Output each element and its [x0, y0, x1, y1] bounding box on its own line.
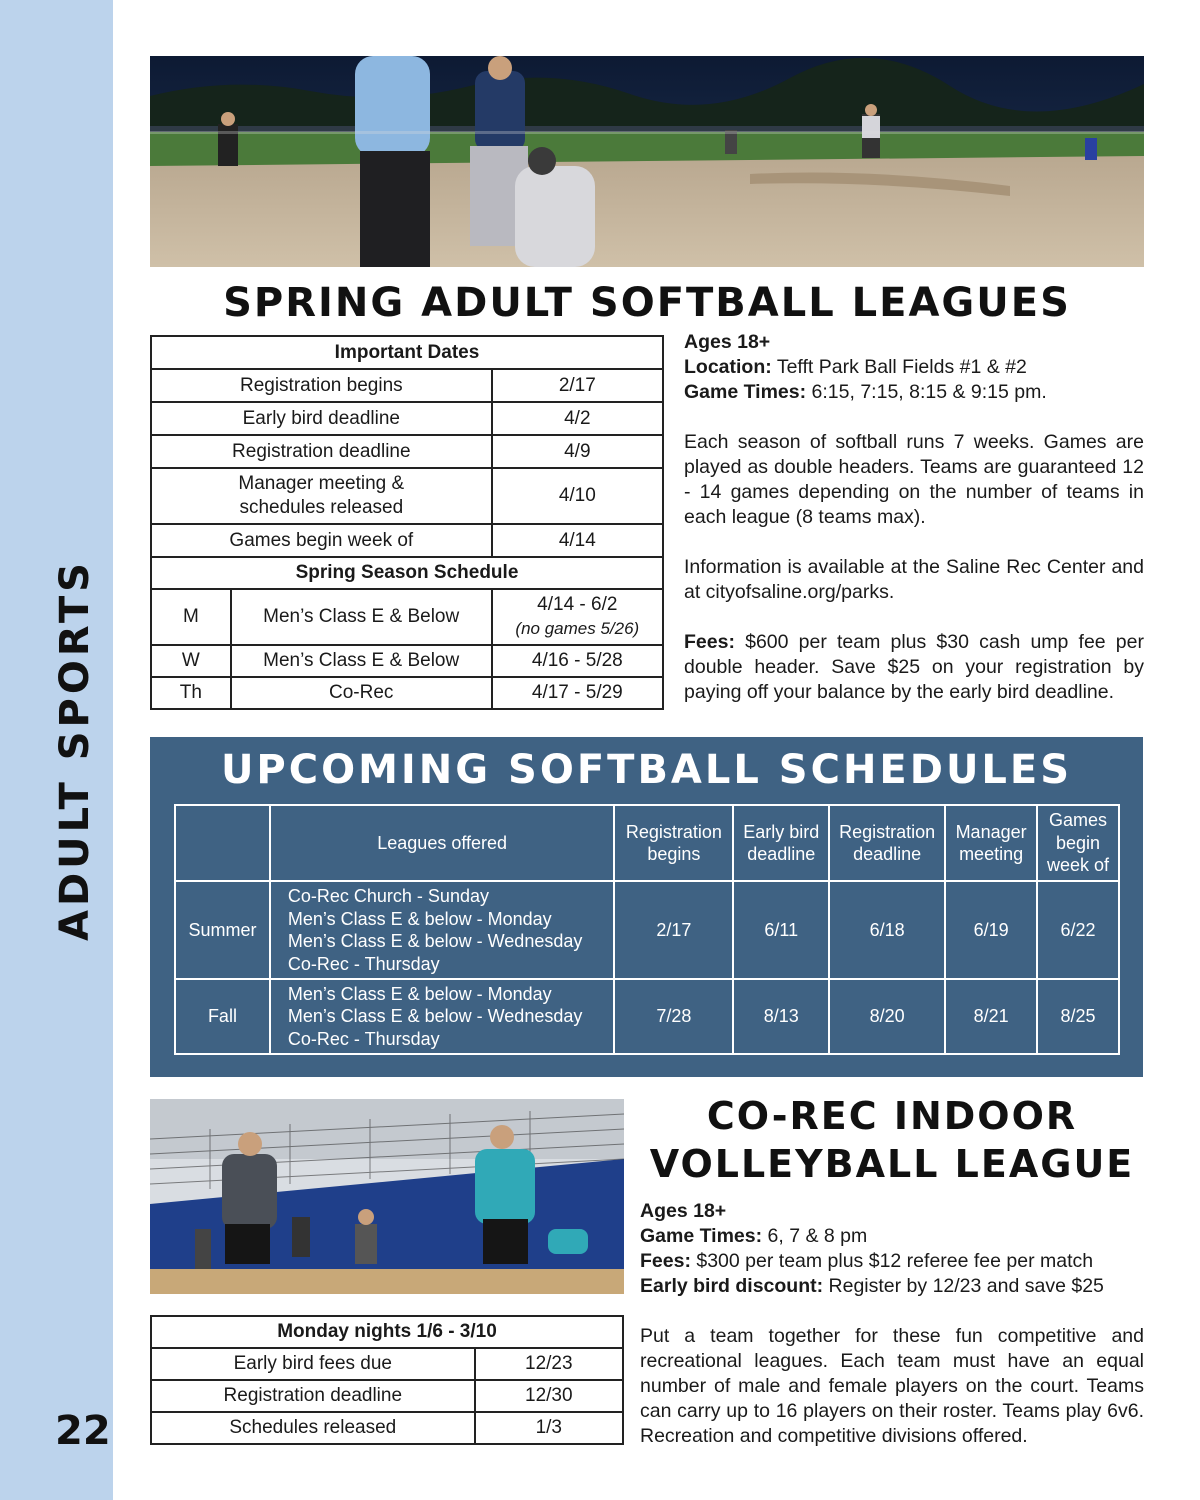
- league-line: Co-Rec - Thursday: [287, 953, 440, 974]
- league-line: Co-Rec Church - Sunday: [287, 886, 489, 906]
- fees-label: Fees:: [684, 631, 735, 653]
- reg-deadline-header: [829, 805, 945, 881]
- ages-label: Ages 18+: [684, 331, 771, 353]
- times-label: Game Times:: [640, 1225, 763, 1247]
- league-line: Men’s Class E & below - Wednesday: [287, 931, 583, 951]
- games-begin-cell: 6/22: [1037, 881, 1119, 979]
- softball-game-photo: [150, 56, 1144, 267]
- dates-cell: 4/16 - 5/28: [492, 645, 663, 677]
- header-line: Registration: [625, 821, 722, 842]
- early-bird-header: [733, 805, 829, 881]
- table-row: [151, 435, 663, 468]
- season-header: [175, 805, 270, 881]
- softball-info: [684, 330, 1144, 705]
- early-bird-value: Register by 12/23 and save $25: [823, 1275, 1104, 1297]
- league-line: Men’s Class E & below - Monday: [287, 983, 552, 1004]
- early-bird-label: Early bird discount:: [640, 1275, 824, 1297]
- page-number: 22: [55, 1408, 111, 1454]
- date-value: 12/23: [475, 1348, 623, 1380]
- table-row: [151, 369, 663, 402]
- date-label-line: schedules released: [239, 497, 404, 518]
- softball-dates-table: [150, 335, 664, 710]
- table-row: [151, 589, 663, 645]
- league-cell: Men’s Class E & Below: [231, 589, 492, 645]
- location-value: Tefft Park Ball Fields #1 & #2: [771, 356, 1027, 378]
- date-label: Games begin week of: [151, 524, 492, 557]
- sidebar: [0, 0, 113, 1500]
- date-label: Registration begins: [151, 369, 492, 402]
- header-line: begin: [1056, 832, 1101, 853]
- date-value: 4/10: [492, 468, 663, 524]
- table-row: [175, 881, 1119, 979]
- league-line: Men’s Class E & below - Wednesday: [287, 1006, 583, 1027]
- date-label: Early bird fees due: [151, 1348, 475, 1380]
- header-line: begins: [647, 844, 701, 864]
- dates-note: (no games 5/26): [515, 619, 640, 638]
- date-value: 1/3: [475, 1412, 623, 1444]
- date-value: 4/9: [492, 435, 663, 468]
- upcoming-schedules-band: [150, 737, 1143, 1077]
- header-line: Registration: [839, 821, 936, 842]
- times-value: 6, 7 & 8 pm: [762, 1225, 868, 1247]
- times-label: Game Times:: [684, 381, 807, 403]
- date-label: Schedules released: [151, 1412, 475, 1444]
- table-row: [151, 524, 663, 557]
- dates-cell: 4/17 - 5/29: [492, 677, 663, 709]
- section-label: ADULT SPORTS: [52, 559, 98, 941]
- upcoming-schedule-table: [174, 804, 1120, 1055]
- manager-meeting-cell: 8/21: [945, 979, 1037, 1054]
- header-line: Games: [1049, 810, 1108, 831]
- header-line: meeting: [959, 844, 1024, 864]
- reg-deadline-cell: 6/18: [829, 881, 945, 979]
- dates-value: 4/14 - 6/2: [537, 594, 618, 615]
- day-cell: W: [151, 645, 231, 677]
- table-row: [175, 979, 1119, 1054]
- fees-value: $600 per team plus $30 cash ump fee per double header. Save $25 on your registration by paying off your balance by the early bird deadline.: [684, 631, 1144, 703]
- volleyball-title-line: VOLLEYBALL LEAGUE: [649, 1142, 1135, 1186]
- date-label: [151, 468, 492, 524]
- date-label: Registration deadline: [151, 435, 492, 468]
- day-cell: M: [151, 589, 231, 645]
- ages-label: Ages 18+: [640, 1200, 727, 1222]
- location-label: Location:: [684, 356, 772, 378]
- league-cell: Men’s Class E & Below: [231, 645, 492, 677]
- table-header-row: [175, 805, 1119, 881]
- volleyball-info: [640, 1199, 1144, 1449]
- day-cell: Th: [151, 677, 231, 709]
- early-bird-cell: 6/11: [733, 881, 829, 979]
- header-line: Early bird: [743, 821, 820, 842]
- date-value: 2/17: [492, 369, 663, 402]
- table-header: Spring Season Schedule: [151, 557, 663, 589]
- fees-paragraph: [684, 630, 1144, 705]
- leagues-header: Leagues offered: [270, 805, 615, 881]
- leagues-cell: [270, 979, 615, 1054]
- volleyball-dates-table: [150, 1315, 624, 1445]
- date-value: 12/30: [475, 1380, 623, 1412]
- reg-begins-cell: 2/17: [614, 881, 733, 979]
- header-line: deadline: [747, 844, 816, 864]
- volleyball-title: [640, 1092, 1144, 1188]
- games-begin-cell: 8/25: [1037, 979, 1119, 1054]
- reg-begins-cell: 7/28: [614, 979, 733, 1054]
- volleyball-game-photo: [150, 1099, 624, 1294]
- table-row: [151, 1348, 623, 1380]
- fees-value: $300 per team plus $12 referee fee per match: [690, 1250, 1094, 1272]
- volleyball-description: Put a team together for these fun competitive and recreational leagues. Each team must have an equal number of male and female players on the court. Teams can carry up to 16 players on their roster. Teams play 6v6. Recreation and competitive divisions offered.: [640, 1325, 1144, 1447]
- date-value: 4/14: [492, 524, 663, 557]
- date-label: Registration deadline: [151, 1380, 475, 1412]
- season-cell: Fall: [175, 979, 270, 1054]
- header-line: deadline: [853, 844, 922, 864]
- table-row: [151, 645, 663, 677]
- date-value: 4/2: [492, 402, 663, 435]
- date-label-line: Manager meeting &: [238, 473, 405, 494]
- table-row: [151, 677, 663, 709]
- upcoming-title: UPCOMING SOFTBALL SCHEDULES: [220, 747, 1073, 793]
- reg-deadline-cell: 8/20: [829, 979, 945, 1054]
- volleyball-title-line: CO-REC INDOOR: [706, 1094, 1078, 1138]
- early-bird-cell: 8/13: [733, 979, 829, 1054]
- leagues-cell: [270, 881, 615, 979]
- games-begin-header: [1037, 805, 1119, 881]
- season-description: Each season of softball runs 7 weeks. Games are played as double headers. Teams are guaranteed 12 - 14 games depending on the number of teams in each league (8 teams max).: [684, 431, 1144, 528]
- date-label: Early bird deadline: [151, 402, 492, 435]
- table-row: [151, 1412, 623, 1444]
- dates-cell: [492, 589, 663, 645]
- times-value: 6:15, 7:15, 8:15 & 9:15 pm.: [806, 381, 1047, 403]
- header-line: week of: [1047, 855, 1110, 876]
- league-line: Co-Rec - Thursday: [287, 1028, 440, 1049]
- table-row: [151, 468, 663, 524]
- reg-begins-header: [614, 805, 733, 881]
- fees-label: Fees:: [640, 1250, 691, 1272]
- table-header: Monday nights 1/6 - 3/10: [151, 1316, 623, 1348]
- manager-meeting-cell: 6/19: [945, 881, 1037, 979]
- table-header: Important Dates: [151, 336, 663, 369]
- table-row: [151, 1380, 623, 1412]
- league-line: Men’s Class E & below - Monday: [287, 908, 552, 929]
- header-line: Manager: [955, 821, 1027, 842]
- league-cell: Co-Rec: [231, 677, 492, 709]
- table-row: [151, 402, 663, 435]
- softball-title: SPRING ADULT SOFTBALL LEAGUES: [223, 280, 1071, 326]
- season-cell: Summer: [175, 881, 270, 979]
- manager-meeting-header: [945, 805, 1037, 881]
- info-availability: Information is available at the Saline Rec Center and at cityofsaline.org/parks.: [684, 556, 1144, 603]
